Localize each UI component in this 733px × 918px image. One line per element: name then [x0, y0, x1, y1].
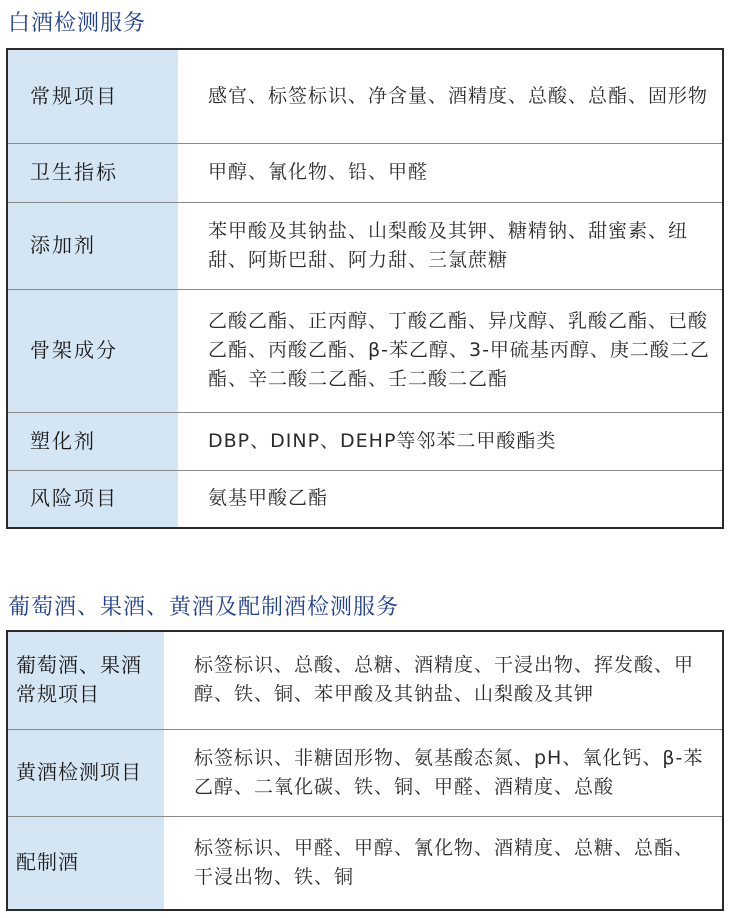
row-label: 添加剂 [7, 202, 178, 289]
table-row [7, 816, 723, 910]
row-label: 黄酒检测项目 [7, 729, 164, 816]
row-content: 感官、标签标识、净含量、酒精度、总酸、总酯、固形物 [208, 84, 709, 107]
table-row [7, 631, 723, 729]
row-label: 风险项目 [7, 470, 178, 528]
row-label: 塑化剂 [7, 412, 178, 470]
row-label: 常规项目 [7, 49, 178, 143]
table-row [7, 412, 723, 470]
row-label: 卫生指标 [7, 143, 178, 202]
section-title-wine: 葡萄酒、果酒、黄酒及配制酒检测服务 [8, 595, 400, 620]
wine-testing-table [6, 630, 724, 911]
table-row [7, 202, 723, 289]
row-label [7, 631, 164, 729]
table-row [7, 143, 723, 202]
row-content: 乙酸乙酯、正丙醇、丁酸乙酯、异戊醇、乳酸乙酯、已酸乙酯、丙酸乙酯、β-苯乙醇、3-甲硫基丙醇、庚二酸二乙酯、辛二酸二乙酯、壬二酸二乙酯 [178, 289, 723, 412]
table-row [7, 49, 723, 143]
row-content: 标签标识、非糖固形物、氨基酸态氮、pH、氧化钙、β-苯乙醇、二氧化碳、铁、铜、甲醛、酒精度、总酸 [164, 729, 723, 816]
baijiu-testing-table [6, 48, 724, 529]
table-row [7, 289, 723, 412]
row-label: 配制酒 [7, 816, 164, 910]
row-content: 标签标识、总酸、总糖、酒精度、干浸出物、挥发酸、甲醇、铁、铜、苯甲酸及其钠盐、山梨酸及其钾 [194, 654, 695, 706]
row-label-line: 常规项目 [16, 682, 100, 707]
section-title-baijiu: 白酒检测服务 [8, 11, 147, 36]
row-content: 苯甲酸及其钠盐、山梨酸及其钾、糖精钠、甜蜜素、纽甜、阿斯巴甜、阿力甜、三氯蔗糖 [178, 202, 723, 289]
row-label: 骨架成分 [7, 289, 178, 412]
row-content: DBP、DINP、DEHP等邻苯二甲酸酯类 [178, 412, 723, 470]
row-label-line: 葡萄酒、果酒 [16, 653, 142, 678]
table-row [7, 729, 723, 816]
row-content: 氨基甲酸乙酯 [178, 470, 723, 528]
table-row [7, 470, 723, 528]
row-content: 标签标识、甲醛、甲醇、氰化物、酒精度、总糖、总酯、干浸出物、铁、铜 [164, 816, 723, 910]
row-content: 甲醇、氰化物、铅、甲醛 [178, 143, 723, 202]
